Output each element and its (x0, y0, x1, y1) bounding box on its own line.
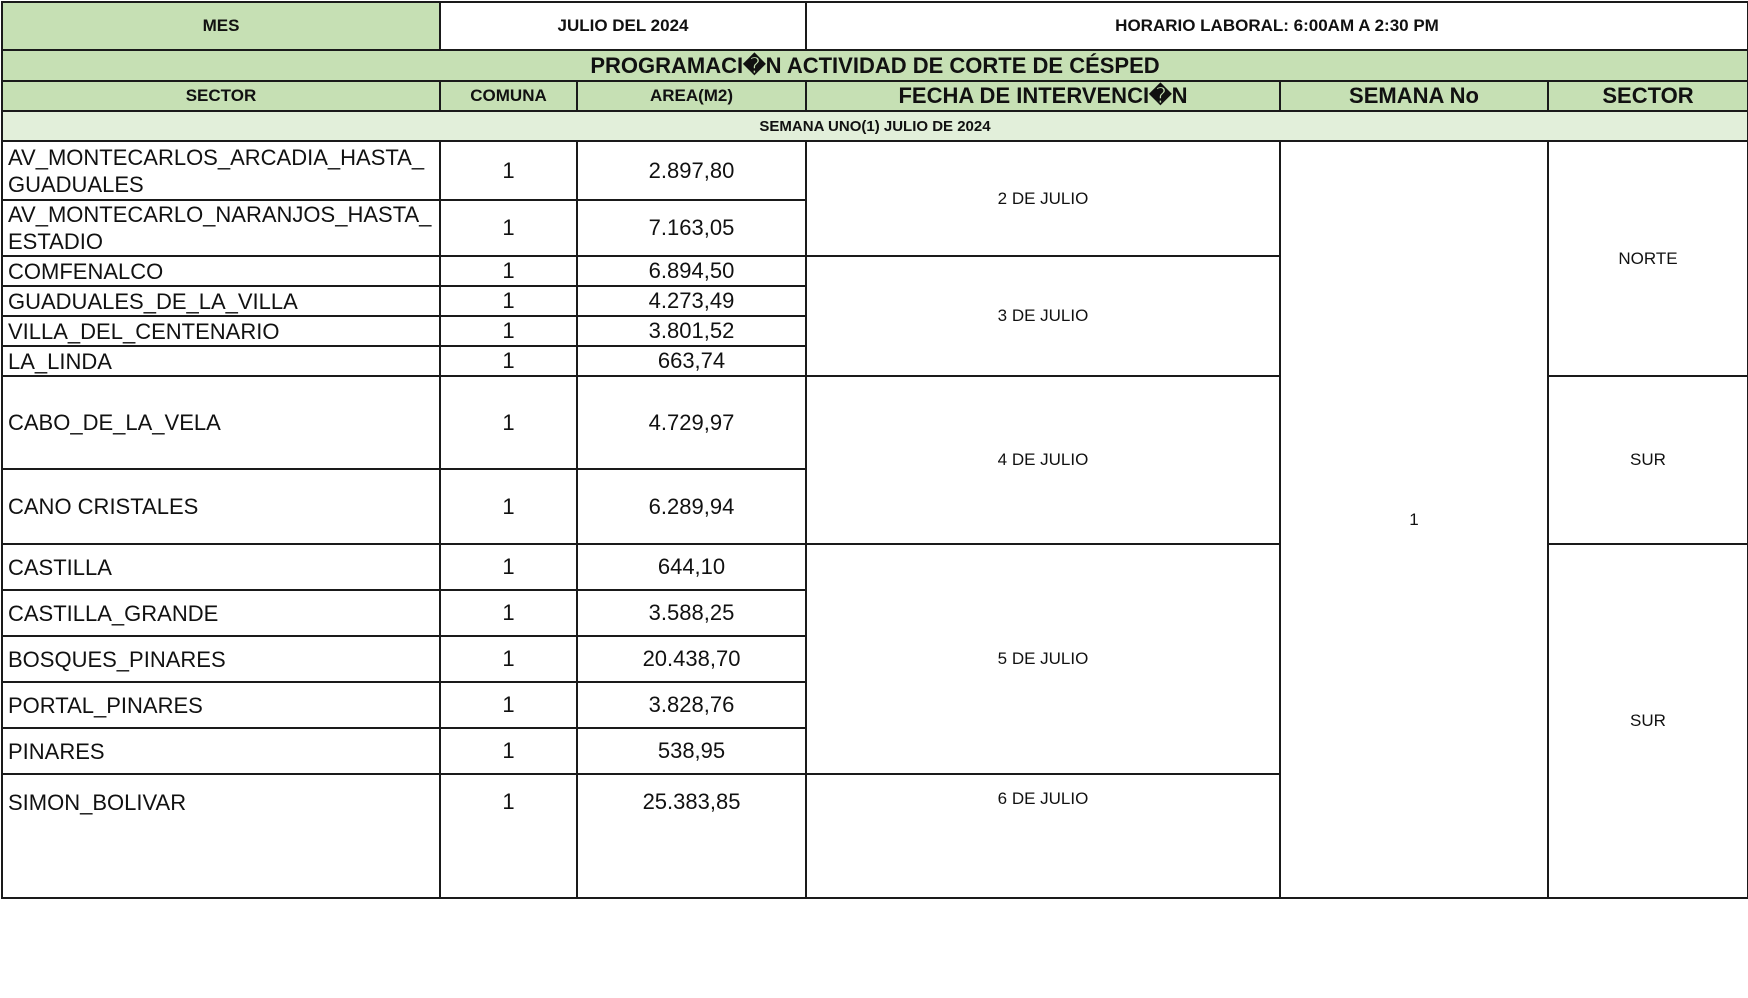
area-cell: 25.383,85 (577, 774, 806, 898)
comuna-cell: 1 (440, 200, 577, 256)
zone-cell: SUR (1548, 544, 1748, 898)
area-cell: 3.828,76 (577, 682, 806, 728)
area-cell: 2.897,80 (577, 141, 806, 200)
area-cell: 644,10 (577, 544, 806, 590)
column-header-comuna: COMUNA (440, 81, 577, 111)
sector-cell: VILLA_DEL_CENTENARIO (2, 316, 440, 346)
date-cell: 3 DE JULIO (806, 256, 1280, 376)
mes-label-cell: MES (2, 2, 440, 50)
month-value-cell: JULIO DEL 2024 (440, 2, 806, 50)
sector-cell: PINARES (2, 728, 440, 774)
sector-cell: COMFENALCO (2, 256, 440, 286)
area-cell: 7.163,05 (577, 200, 806, 256)
sector-cell: GUADUALES_DE_LA_VILLA (2, 286, 440, 316)
area-cell: 6.289,94 (577, 469, 806, 544)
area-cell: 6.894,50 (577, 256, 806, 286)
comuna-cell: 1 (440, 286, 577, 316)
date-cell: 6 DE JULIO (806, 774, 1280, 898)
work-schedule-cell: HORARIO LABORAL: 6:00AM A 2:30 PM (806, 2, 1748, 50)
week-banner: SEMANA UNO(1) JULIO DE 2024 (2, 111, 1748, 141)
sheet-title: PROGRAMACI�N ACTIVIDAD DE CORTE DE CÉSPED (2, 50, 1748, 81)
sector-cell: CANO CRISTALES (2, 469, 440, 544)
sector-cell: CASTILLA_GRANDE (2, 590, 440, 636)
comuna-cell: 1 (440, 590, 577, 636)
sector-cell: PORTAL_PINARES (2, 682, 440, 728)
column-header-semana: SEMANA No (1280, 81, 1548, 111)
area-cell: 3.588,25 (577, 590, 806, 636)
comuna-cell: 1 (440, 316, 577, 346)
area-cell: 538,95 (577, 728, 806, 774)
sector-cell: LA_LINDA (2, 346, 440, 376)
area-cell: 663,74 (577, 346, 806, 376)
sector-cell: BOSQUES_PINARES (2, 636, 440, 682)
date-cell: 4 DE JULIO (806, 376, 1280, 544)
comuna-cell: 1 (440, 774, 577, 898)
sector-cell: CASTILLA (2, 544, 440, 590)
area-cell: 4.729,97 (577, 376, 806, 469)
comuna-cell: 1 (440, 346, 577, 376)
comuna-cell: 1 (440, 376, 577, 469)
area-cell: 4.273,49 (577, 286, 806, 316)
date-cell: 5 DE JULIO (806, 544, 1280, 774)
zone-cell: SUR (1548, 376, 1748, 544)
sector-cell: SIMON_BOLIVAR (2, 774, 440, 898)
column-header-sector: SECTOR (2, 81, 440, 111)
column-header-fecha: FECHA DE INTERVENCI�N (806, 81, 1280, 111)
comuna-cell: 1 (440, 469, 577, 544)
column-header-zona: SECTOR (1548, 81, 1748, 111)
schedule-table (1, 1, 1748, 899)
comuna-cell: 1 (440, 256, 577, 286)
sector-cell: CABO_DE_LA_VELA (2, 376, 440, 469)
week-number-cell: 1 (1280, 141, 1548, 898)
date-cell: 2 DE JULIO (806, 141, 1280, 256)
comuna-cell: 1 (440, 636, 577, 682)
zone-cell: NORTE (1548, 141, 1748, 376)
column-header-area: AREA(M2) (577, 81, 806, 111)
sector-cell: AV_MONTECARLO_NARANJOS_HASTA_ESTADIO (2, 200, 440, 256)
area-cell: 20.438,70 (577, 636, 806, 682)
comuna-cell: 1 (440, 544, 577, 590)
sector-cell: AV_MONTECARLOS_ARCADIA_HASTA_GUADUALES (2, 141, 440, 200)
area-cell: 3.801,52 (577, 316, 806, 346)
comuna-cell: 1 (440, 728, 577, 774)
comuna-cell: 1 (440, 682, 577, 728)
comuna-cell: 1 (440, 141, 577, 200)
